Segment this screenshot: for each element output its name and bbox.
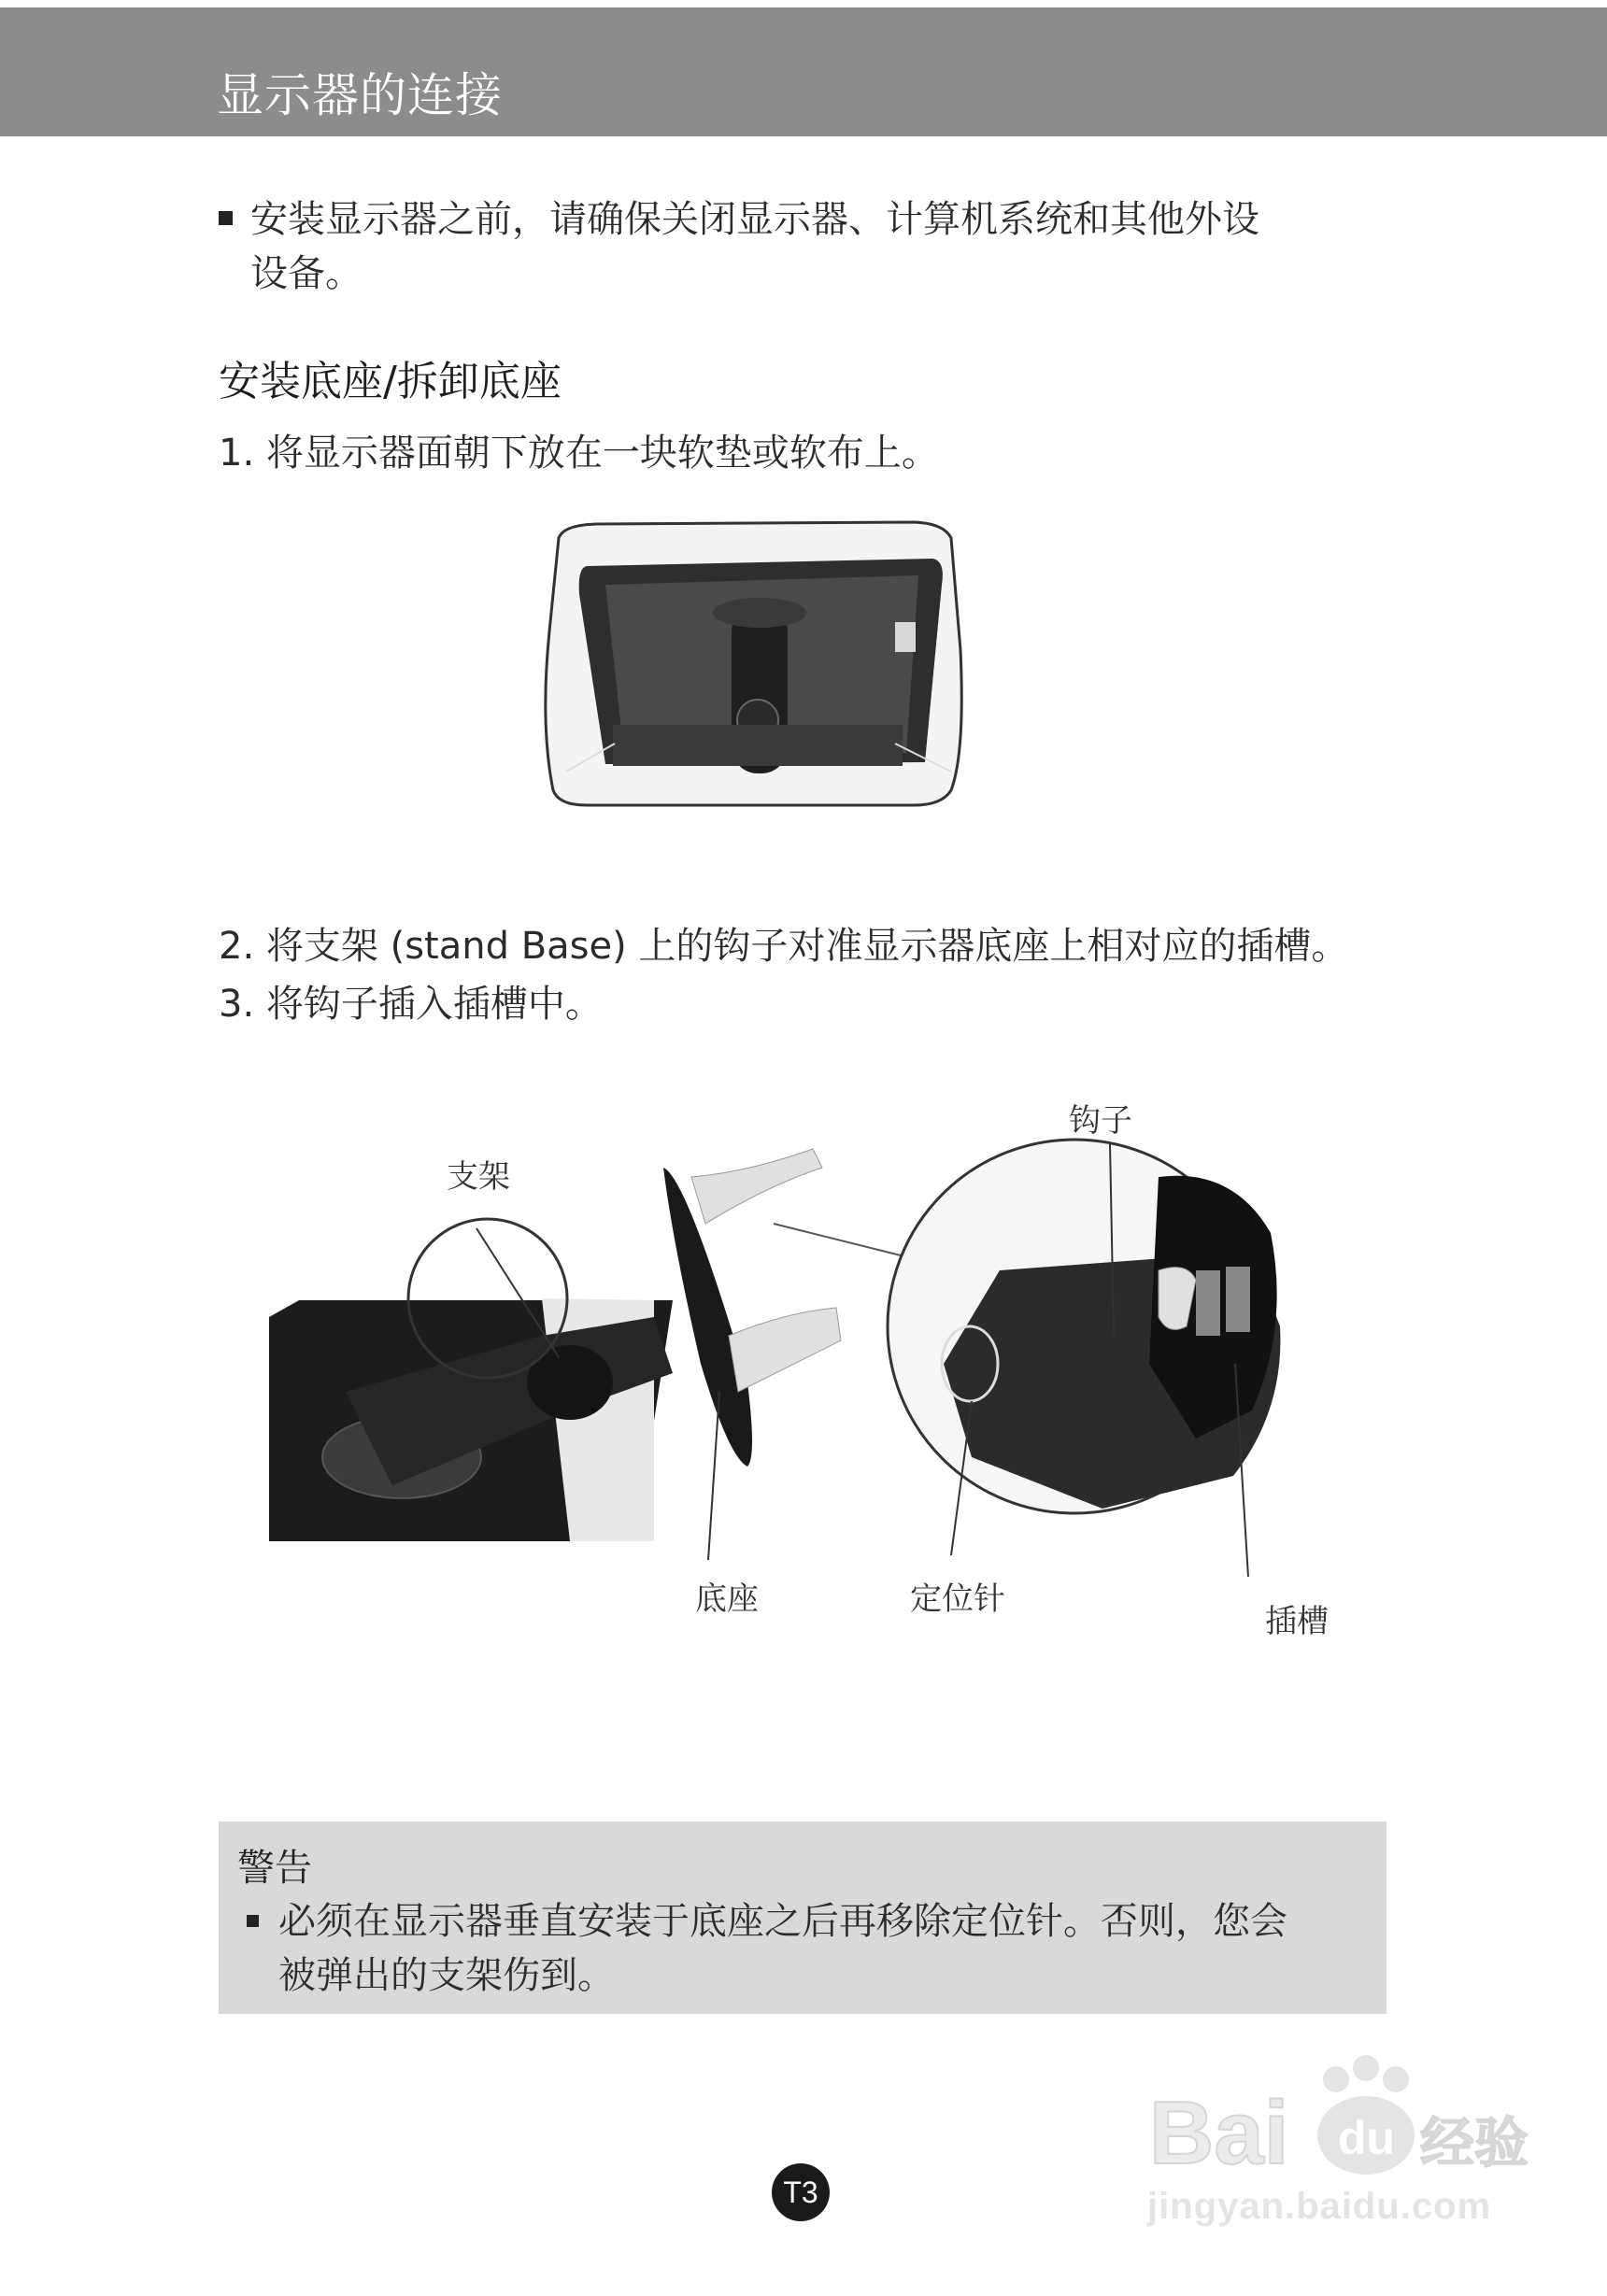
label-hook: 钩子 (1069, 1102, 1132, 1140)
warning-box (219, 1821, 1387, 2014)
section-heading: 安装底座/拆卸底座 (219, 358, 562, 405)
page-title: 显示器的连接 (217, 68, 503, 122)
step-3: 3. 将钩子插入插槽中。 (219, 983, 603, 1026)
bullet-square-icon (247, 1915, 259, 1927)
label-stand: 支架 (447, 1158, 510, 1196)
step-1: 1. 将显示器面朝下放在一块软垫或软布上。 (219, 432, 939, 475)
label-base: 底座 (695, 1580, 759, 1618)
warning-title: 警告 (237, 1847, 312, 1890)
svg-text:du: du (1338, 2112, 1396, 2164)
label-slot: 插槽 (1265, 1603, 1329, 1640)
page-number-badge: T3 (772, 2163, 830, 2221)
warning-line1: 必须在显示器垂直安装于底座之后再移除定位针。否则，您会 (278, 1900, 1287, 1943)
monitor-face-down-illustration (540, 519, 970, 811)
label-pin: 定位针 (910, 1580, 1005, 1618)
bullet-square-icon (219, 211, 233, 225)
intro-note-line1: 安装显示器之前，请确保关闭显示器、计算机系统和其他外设 (250, 198, 1259, 241)
warning-line2: 被弹出的支架伤到。 (278, 1954, 615, 1997)
baidu-paw-logo-icon (1140, 2051, 1532, 2191)
step-2: 2. 将支架 (stand Base) 上的钩子对准显示器底座上相对应的插槽。 (219, 925, 1349, 968)
svg-text:经验: 经验 (1420, 2111, 1529, 2175)
watermark-url: jingyan.baidu.com (1147, 2186, 1492, 2227)
intro-note-line2: 设备。 (250, 252, 363, 295)
stand-assembly-illustration (262, 1084, 1345, 1644)
svg-text:Bai: Bai (1149, 2083, 1289, 2183)
